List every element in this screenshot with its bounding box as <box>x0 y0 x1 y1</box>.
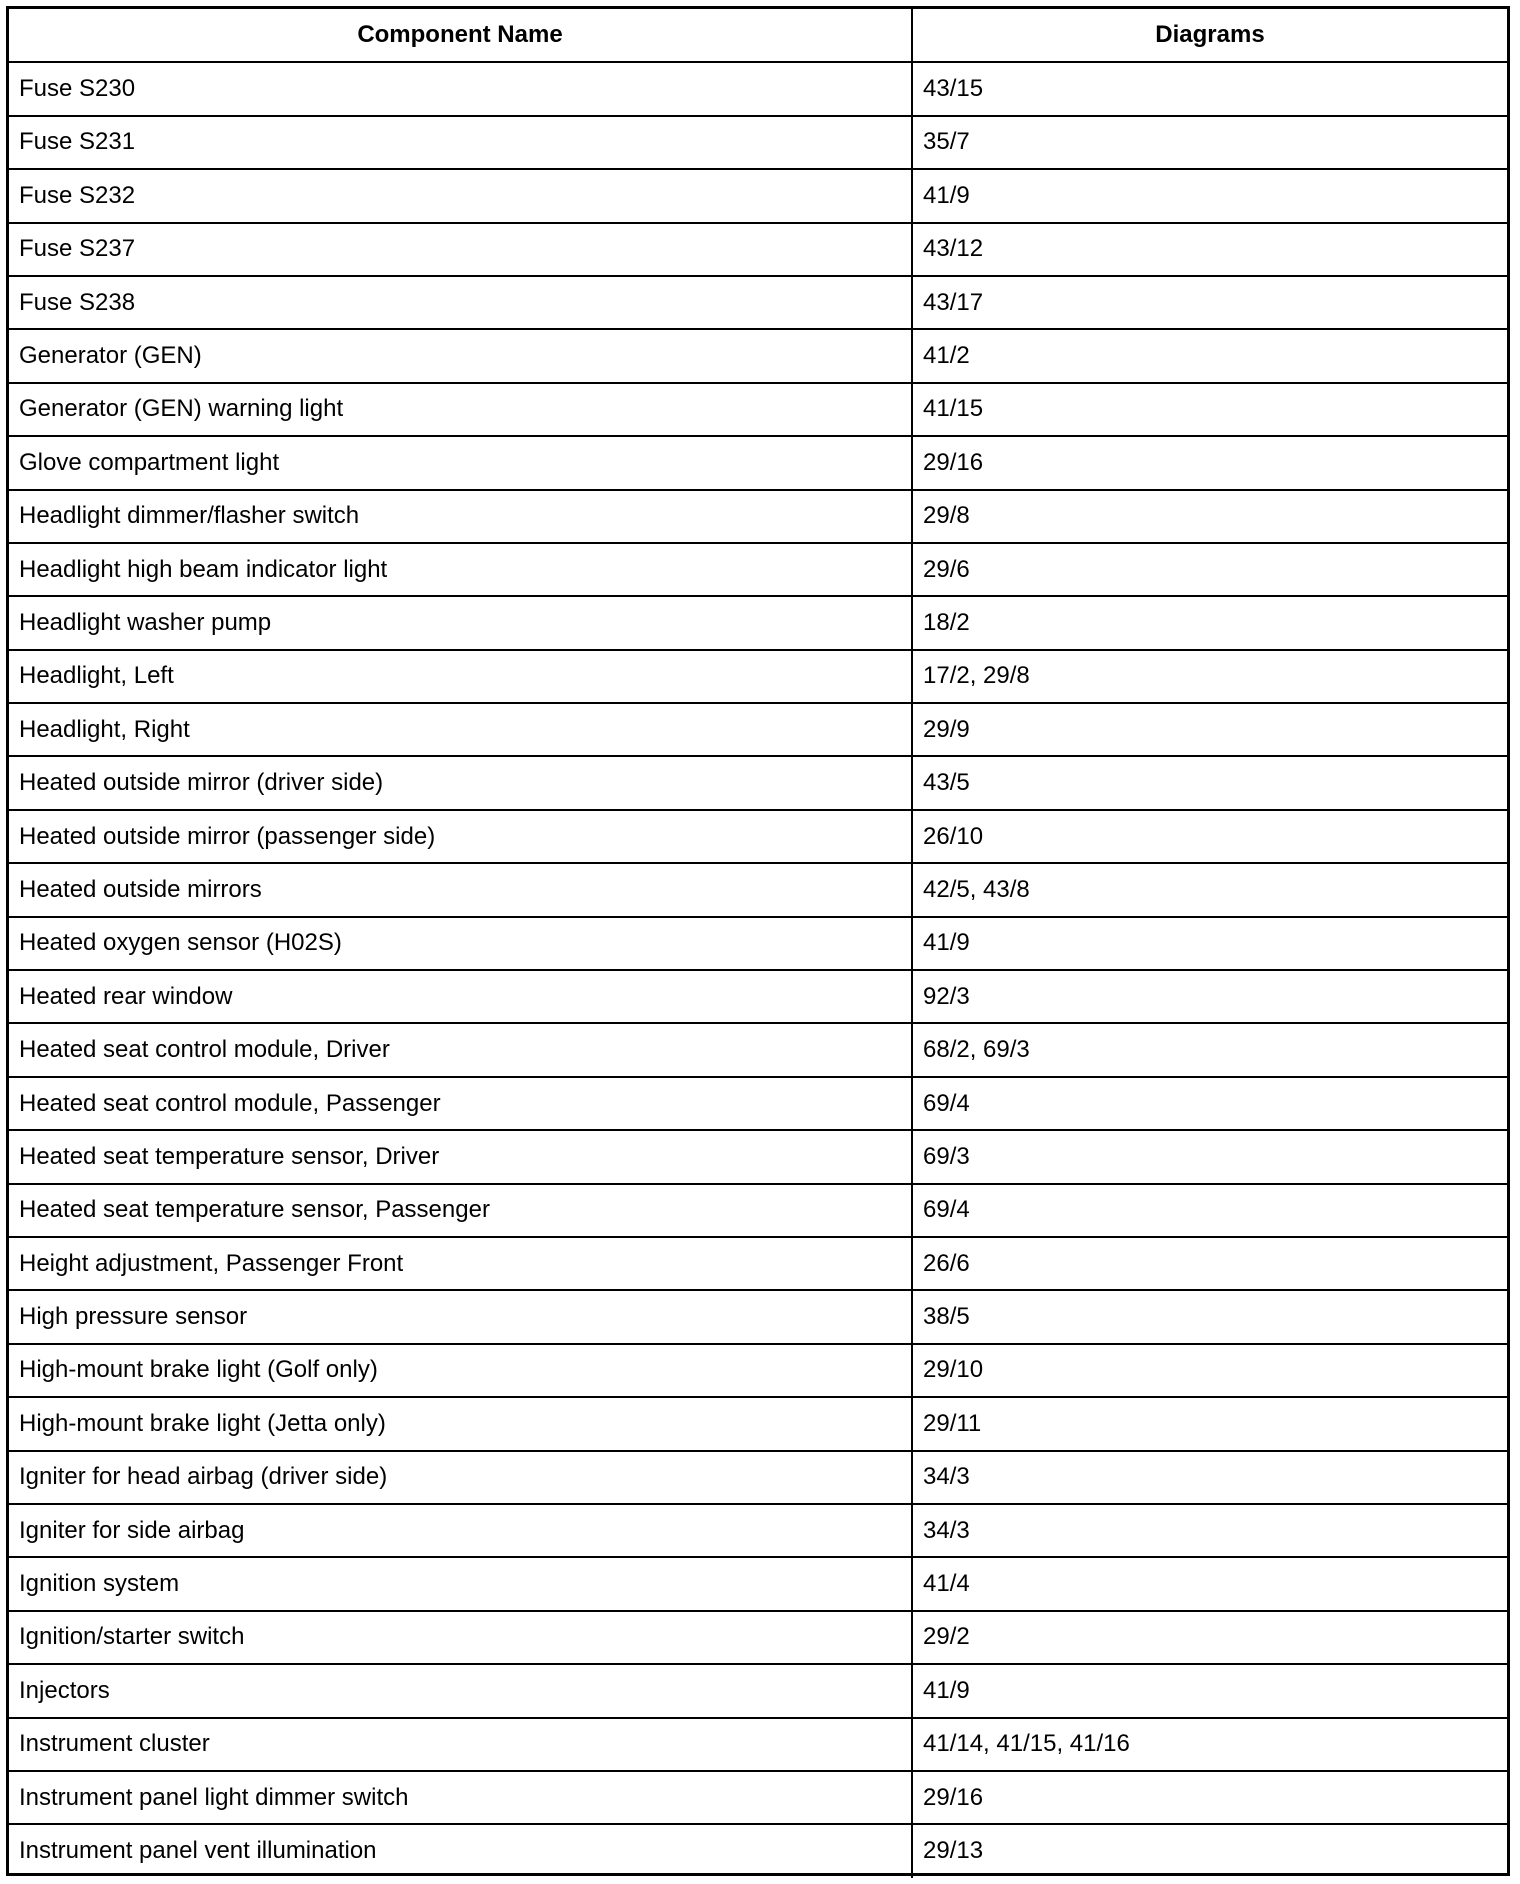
diagrams-cell: 34/3 <box>912 1451 1507 1504</box>
table-row <box>9 490 1507 543</box>
table-row <box>9 1130 1507 1183</box>
diagrams-cell: 29/16 <box>912 1771 1507 1824</box>
table-row <box>9 62 1507 115</box>
table-row <box>9 1664 1507 1717</box>
table-row <box>9 970 1507 1023</box>
table-row <box>9 543 1507 596</box>
diagrams-cell: 34/3 <box>912 1504 1507 1557</box>
column-header-component-name: Component Name <box>9 9 912 62</box>
component-diagram-table <box>9 9 1507 1878</box>
table-row <box>9 1077 1507 1130</box>
diagrams-cell: 38/5 <box>912 1290 1507 1343</box>
table-row <box>9 436 1507 489</box>
diagrams-cell: 29/16 <box>912 436 1507 489</box>
table-row <box>9 1771 1507 1824</box>
table-row <box>9 276 1507 329</box>
table-body <box>9 62 1507 1877</box>
diagrams-cell: 29/13 <box>912 1824 1507 1877</box>
diagrams-cell: 43/15 <box>912 62 1507 115</box>
component-name-cell: Generator (GEN) <box>9 329 912 382</box>
diagrams-cell: 69/4 <box>912 1184 1507 1237</box>
table-row <box>9 1557 1507 1610</box>
component-name-cell: Headlight dimmer/flasher switch <box>9 490 912 543</box>
diagrams-cell: 29/8 <box>912 490 1507 543</box>
table-row <box>9 1824 1507 1877</box>
component-name-cell: High pressure sensor <box>9 1290 912 1343</box>
diagrams-cell: 35/7 <box>912 116 1507 169</box>
component-name-cell: Heated seat temperature sensor, Passenger <box>9 1184 912 1237</box>
table-row <box>9 1237 1507 1290</box>
diagrams-cell: 41/9 <box>912 169 1507 222</box>
component-name-cell: Glove compartment light <box>9 436 912 489</box>
diagrams-cell: 41/14, 41/15, 41/16 <box>912 1718 1507 1771</box>
table-row <box>9 1611 1507 1664</box>
component-name-cell: Igniter for head airbag (driver side) <box>9 1451 912 1504</box>
diagrams-cell: 29/10 <box>912 1344 1507 1397</box>
diagrams-cell: 42/5, 43/8 <box>912 863 1507 916</box>
component-name-cell: Ignition system <box>9 1557 912 1610</box>
table-row <box>9 1718 1507 1771</box>
component-name-cell: High-mount brake light (Golf only) <box>9 1344 912 1397</box>
diagrams-cell: 29/9 <box>912 703 1507 756</box>
component-name-cell: Fuse S238 <box>9 276 912 329</box>
component-name-cell: Fuse S237 <box>9 223 912 276</box>
component-name-cell: Injectors <box>9 1664 912 1717</box>
diagrams-cell: 68/2, 69/3 <box>912 1023 1507 1076</box>
table-row <box>9 810 1507 863</box>
component-name-cell: Heated seat control module, Driver <box>9 1023 912 1076</box>
diagrams-cell: 17/2, 29/8 <box>912 650 1507 703</box>
table-row <box>9 1451 1507 1504</box>
component-diagram-table-frame <box>6 6 1510 1876</box>
component-name-cell: Heated outside mirrors <box>9 863 912 916</box>
table-row <box>9 1023 1507 1076</box>
table-row <box>9 116 1507 169</box>
table-row <box>9 917 1507 970</box>
table-row <box>9 329 1507 382</box>
diagrams-cell: 43/5 <box>912 756 1507 809</box>
table-row <box>9 1344 1507 1397</box>
component-name-cell: Heated outside mirror (passenger side) <box>9 810 912 863</box>
table-row <box>9 650 1507 703</box>
table-row <box>9 169 1507 222</box>
component-name-cell: Heated rear window <box>9 970 912 1023</box>
diagrams-cell: 43/12 <box>912 223 1507 276</box>
component-name-cell: High-mount brake light (Jetta only) <box>9 1397 912 1450</box>
diagrams-cell: 41/15 <box>912 383 1507 436</box>
component-name-cell: Headlight, Right <box>9 703 912 756</box>
component-name-cell: Headlight high beam indicator light <box>9 543 912 596</box>
component-name-cell: Instrument cluster <box>9 1718 912 1771</box>
diagrams-cell: 41/9 <box>912 917 1507 970</box>
diagrams-cell: 41/4 <box>912 1557 1507 1610</box>
table-row <box>9 596 1507 649</box>
diagrams-cell: 69/4 <box>912 1077 1507 1130</box>
diagrams-cell: 69/3 <box>912 1130 1507 1183</box>
diagrams-cell: 92/3 <box>912 970 1507 1023</box>
component-name-cell: Heated seat temperature sensor, Driver <box>9 1130 912 1183</box>
table-row <box>9 863 1507 916</box>
component-name-cell: Heated outside mirror (driver side) <box>9 756 912 809</box>
diagrams-cell: 26/6 <box>912 1237 1507 1290</box>
column-header-diagrams: Diagrams <box>912 9 1507 62</box>
diagrams-cell: 43/17 <box>912 276 1507 329</box>
table-row <box>9 1397 1507 1450</box>
table-row <box>9 1184 1507 1237</box>
component-name-cell: Igniter for side airbag <box>9 1504 912 1557</box>
table-row <box>9 703 1507 756</box>
diagrams-cell: 29/2 <box>912 1611 1507 1664</box>
table-row <box>9 223 1507 276</box>
component-name-cell: Fuse S231 <box>9 116 912 169</box>
diagrams-cell: 41/9 <box>912 1664 1507 1717</box>
component-name-cell: Fuse S230 <box>9 62 912 115</box>
component-name-cell: Heated seat control module, Passenger <box>9 1077 912 1130</box>
component-name-cell: Ignition/starter switch <box>9 1611 912 1664</box>
table-row <box>9 1290 1507 1343</box>
component-name-cell: Instrument panel light dimmer switch <box>9 1771 912 1824</box>
component-name-cell: Height adjustment, Passenger Front <box>9 1237 912 1290</box>
table-row <box>9 1504 1507 1557</box>
component-name-cell: Instrument panel vent illumination <box>9 1824 912 1877</box>
diagrams-cell: 29/6 <box>912 543 1507 596</box>
component-name-cell: Fuse S232 <box>9 169 912 222</box>
component-name-cell: Headlight washer pump <box>9 596 912 649</box>
diagrams-cell: 29/11 <box>912 1397 1507 1450</box>
diagrams-cell: 41/2 <box>912 329 1507 382</box>
component-name-cell: Generator (GEN) warning light <box>9 383 912 436</box>
component-name-cell: Headlight, Left <box>9 650 912 703</box>
component-name-cell: Heated oxygen sensor (H02S) <box>9 917 912 970</box>
diagrams-cell: 26/10 <box>912 810 1507 863</box>
table-row <box>9 383 1507 436</box>
diagrams-cell: 18/2 <box>912 596 1507 649</box>
table-header-row <box>9 9 1507 62</box>
table-row <box>9 756 1507 809</box>
